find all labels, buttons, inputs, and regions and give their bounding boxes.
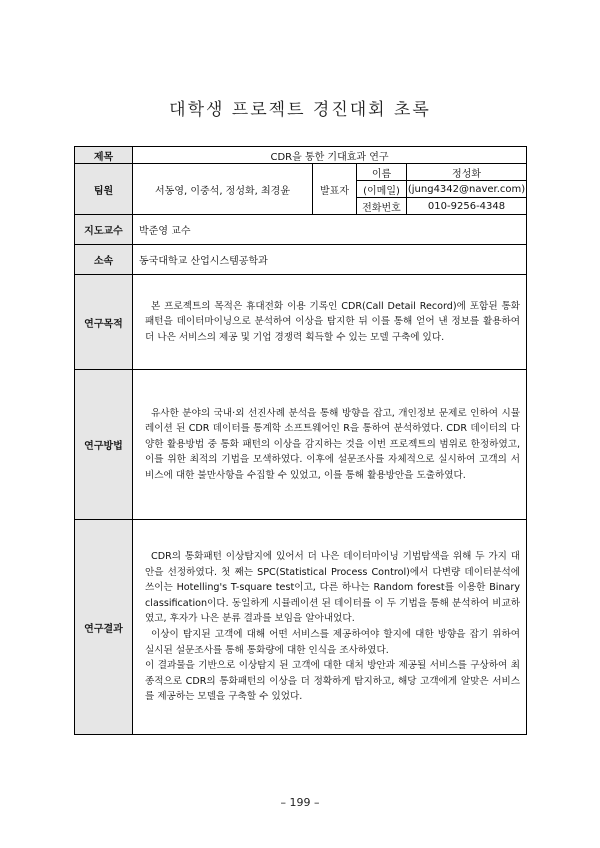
purpose-cell [133,275,527,370]
title-value: CDR을 통한 기대효과 연구 [133,147,527,164]
affiliation-value: 동국대학교 산업시스템공학과 [133,245,527,275]
results-cell [133,520,527,735]
email-value: (jung4342@naver.com) [407,181,527,198]
results-paragraph-2: 이상이 탐지된 고객에 대해 어떤 서비스를 제공하여야 할지에 대한 방향을 잡기 위하여 실시된 설문조사를 통해 통화량에 대한 인식을 조사하였다. [145,629,521,656]
method-label: 연구방법 [75,370,133,520]
phone-label: 전화번호 [357,198,407,215]
results-paragraph-3: 이 결과물을 기반으로 이상탐지 된 고객에 대한 대처 방안과 제공될 서비스를 구상하여 최종적으로 CDR의 통화패턴의 이상을 더 정확하게 탐지하고, 해당 고객에게 알맞은 서비스를 제공하는 모델을 구축할 수 있었다. [145,660,521,703]
email-label: (이메일) [357,181,407,198]
results-paragraph-1: CDR의 통화패턴 이상탐지에 있어서 더 나은 데이터마이닝 기법탐색을 위해 두 가지 대안을 선정하였다. 첫 째는 SPC(Statistical Process Control)에서 다변량 데이터분석에 쓰이는 Hotelling's T-square test이고, 다른 하나는 Random forest를 이용한 Binary classification이다. 동일하게 시뮬레이션 된 데이터를 이 두 기법을 통해 분석하여 비교하였고, 후자가 나은 분류 결과를 보임을 알아내었다. [145,551,521,625]
results-label: 연구결과 [75,520,133,735]
advisor-value: 박준영 교수 [133,215,527,245]
row-advisor [75,215,527,245]
row-results [75,520,527,735]
method-text: 유사한 분야의 국내·외 선진사례 분석을 통해 방향을 잡고, 개인정보 문제로 인하여 시뮬레이션 된 CDR 데이터를 통계학 소프트웨어인 R을 통하여 분석하였다. CDR 데이터의 다양한 활용방법 중 통화 패턴의 이상을 감지하는 것을 이번 프로젝트의 범위로 한정하였고, 이를 위한 최적의 기법을 모색하였다. 이후에 설문조사를 자체적으로 실시하여 고객의 서비스에 대한 불만사항을 수집할 수 있었고, 이를 통해 활용방안을 도출하였다. [145,407,521,481]
row-method [75,370,527,520]
method-cell [133,370,527,520]
team-members: 서동영, 이중석, 정성화, 최경윤 [133,164,313,215]
row-purpose [75,275,527,370]
purpose-label: 연구목적 [75,275,133,370]
name-label: 이름 [357,164,407,181]
team-label: 팀원 [75,164,133,215]
row-team [75,164,527,181]
advisor-label: 지도교수 [75,215,133,245]
page-number: – 199 – [280,796,320,809]
affiliation-label: 소속 [75,245,133,275]
row-title [75,147,527,164]
row-affiliation [75,245,527,275]
presenter-label: 발표자 [313,164,357,215]
name-value: 정성화 [407,164,527,181]
title-label: 제목 [75,147,133,164]
purpose-text: 본 프로젝트의 목적은 휴대전화 이용 기록인 CDR(Call Detail Record)에 포함된 통화 패턴을 데이터마이닝으로 분석하여 이상을 탐지한 뒤 이를 통해 얻어 낸 정보를 활용하여 더 나은 서비스의 제공 및 기업 경쟁력 획득할 수 있는 모델 구축에 있다. [145,300,521,343]
abstract-table [74,146,527,735]
phone-value: 010-9256-4348 [407,198,527,215]
page-title: 대학생 프로젝트 경진대회 초록 [169,100,431,120]
